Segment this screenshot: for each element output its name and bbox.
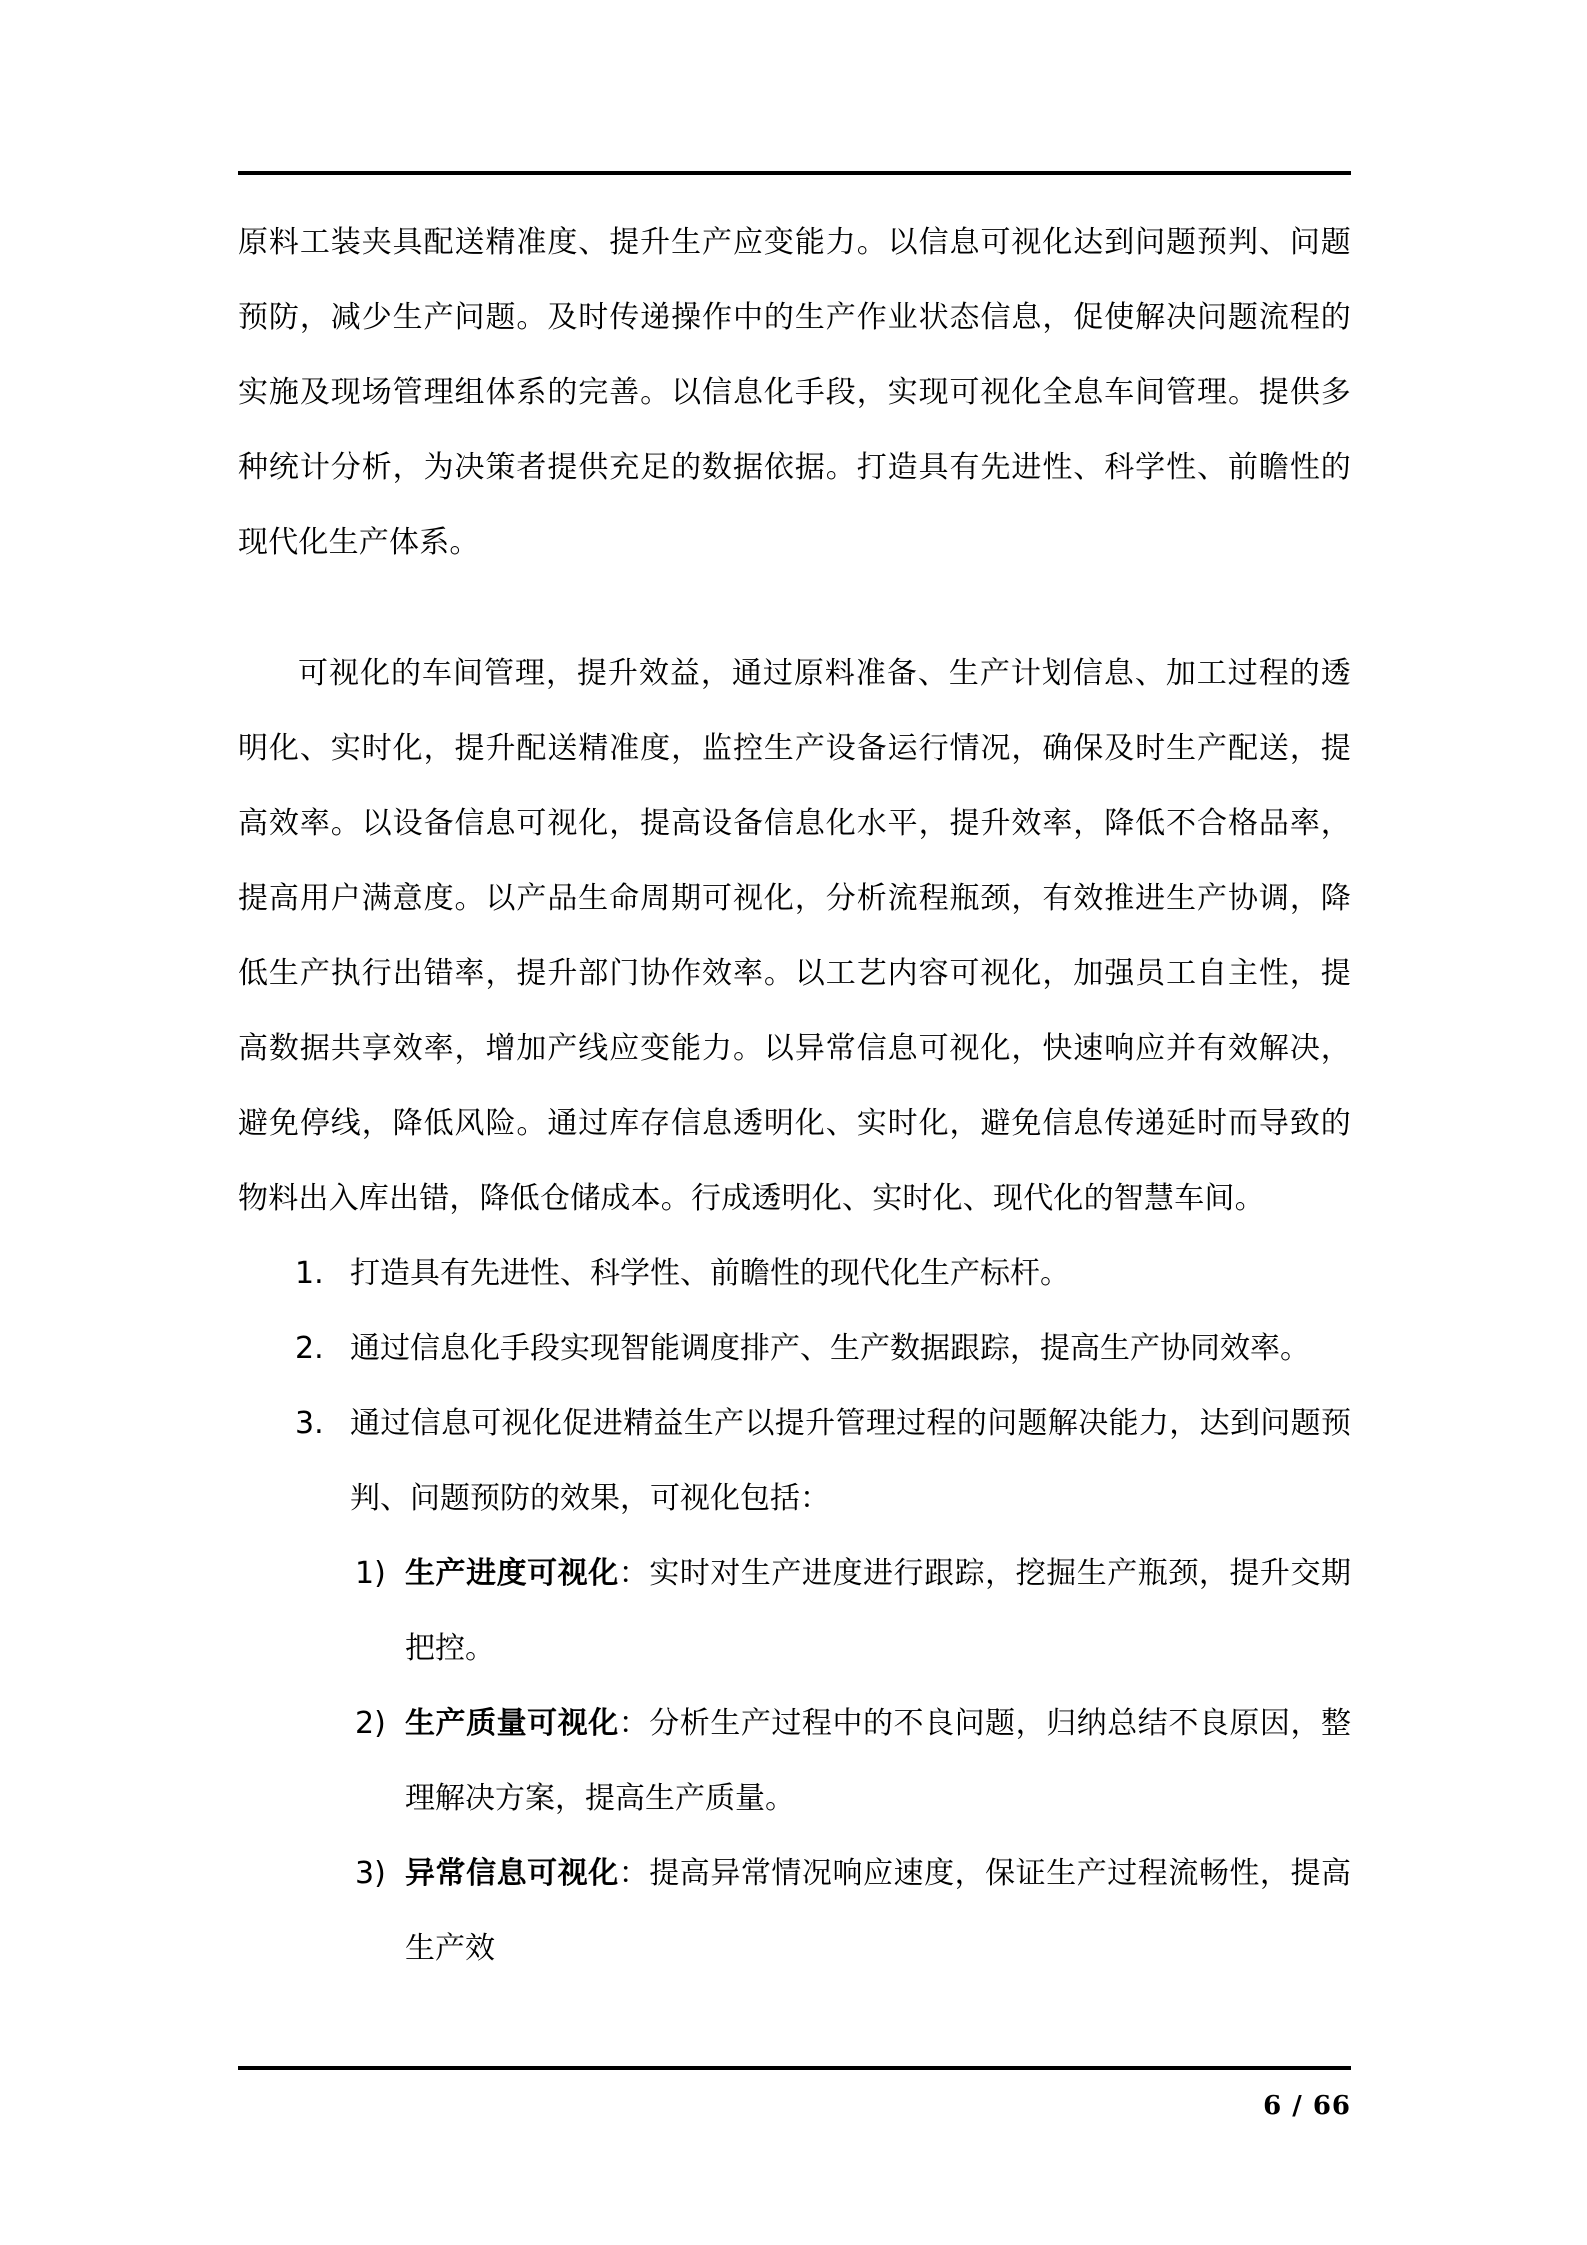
numbered-list bbox=[238, 1236, 1351, 1536]
list-marker: 1. bbox=[295, 1256, 324, 1291]
list-item bbox=[238, 1536, 1351, 1686]
list-item-text: 打造具有先进性、科学性、前瞻性的现代化生产标杆。 bbox=[350, 1256, 1070, 1291]
sublist-marker: 1) bbox=[355, 1556, 386, 1591]
sublist-item-term: 异常信息可视化 bbox=[405, 1856, 619, 1891]
page-number: 6 / 66 bbox=[1263, 2091, 1351, 2121]
sub-numbered-list bbox=[238, 1536, 1351, 1986]
list-item-text: 通过信息可视化促进精益生产以提升管理过程的问题解决能力，达到问题预判、问题预防的效果，可视化包括： bbox=[350, 1406, 1351, 1516]
list-marker: 2. bbox=[295, 1331, 324, 1366]
sublist-item-term: 生产质量可视化 bbox=[405, 1706, 619, 1741]
sublist-item-term: 生产进度可视化 bbox=[405, 1556, 619, 1591]
list-item bbox=[238, 1236, 1351, 1311]
list-marker: 3. bbox=[295, 1406, 324, 1441]
list-item bbox=[238, 1686, 1351, 1836]
list-item bbox=[238, 1386, 1351, 1536]
sublist-marker: 2) bbox=[355, 1706, 386, 1741]
list-item-text: 通过信息化手段实现智能调度排产、生产数据跟踪，提高生产协同效率。 bbox=[350, 1331, 1310, 1366]
footer-rule bbox=[238, 2066, 1351, 2070]
paragraph-continuation: 原料工装夹具配送精准度、提升生产应变能力。以信息可视化达到问题预判、问题预防，减少生产问题。及时传递操作中的生产作业状态信息，促使解决问题流程的实施及现场管理组体系的完善。以信息化手段，实现可视化全息车间管理。提供多种统计分析，为决策者提供充足的数据依据。打造具有先进性、科学性、前瞻性的现代化生产体系。 bbox=[238, 225, 1351, 560]
sublist-item-text: ：实时对生产进度进行跟踪，挖掘生产瓶颈，提升交期把控。 bbox=[405, 1556, 1352, 1666]
sublist-item-text: ：提高异常情况响应速度，保证生产过程流畅性，提高生产效 bbox=[405, 1856, 1352, 1966]
page-content bbox=[238, 205, 1351, 1986]
list-item bbox=[238, 1836, 1351, 1986]
paragraph-visualization-workshop: 可视化的车间管理，提升效益，通过原料准备、生产计划信息、加工过程的透明化、实时化，提升配送精准度，监控生产设备运行情况，确保及时生产配送，提高效率。以设备信息可视化，提高设备信息化水平，提升效率，降低不合格品率，提高用户满意度。以产品生命周期可视化，分析流程瓶颈，有效推进生产协调，降低生产执行出错率，提升部门协作效率。以工艺内容可视化，加强员工自主性，提高数据共享效率，增加产线应变能力。以异常信息可视化，快速响应并有效解决，避免停线，降低风险。通过库存信息透明化、实时化，避免信息传递延时而导致的物料出入库出错，降低仓储成本。行成透明化、实时化、现代化的智慧车间。 bbox=[238, 656, 1351, 1216]
list-item bbox=[238, 1311, 1351, 1386]
sublist-item-text: ：分析生产过程中的不良问题，归纳总结不良原因，整理解决方案，提高生产质量。 bbox=[405, 1706, 1352, 1816]
sublist-marker: 3) bbox=[355, 1856, 386, 1891]
header-rule bbox=[238, 171, 1351, 175]
